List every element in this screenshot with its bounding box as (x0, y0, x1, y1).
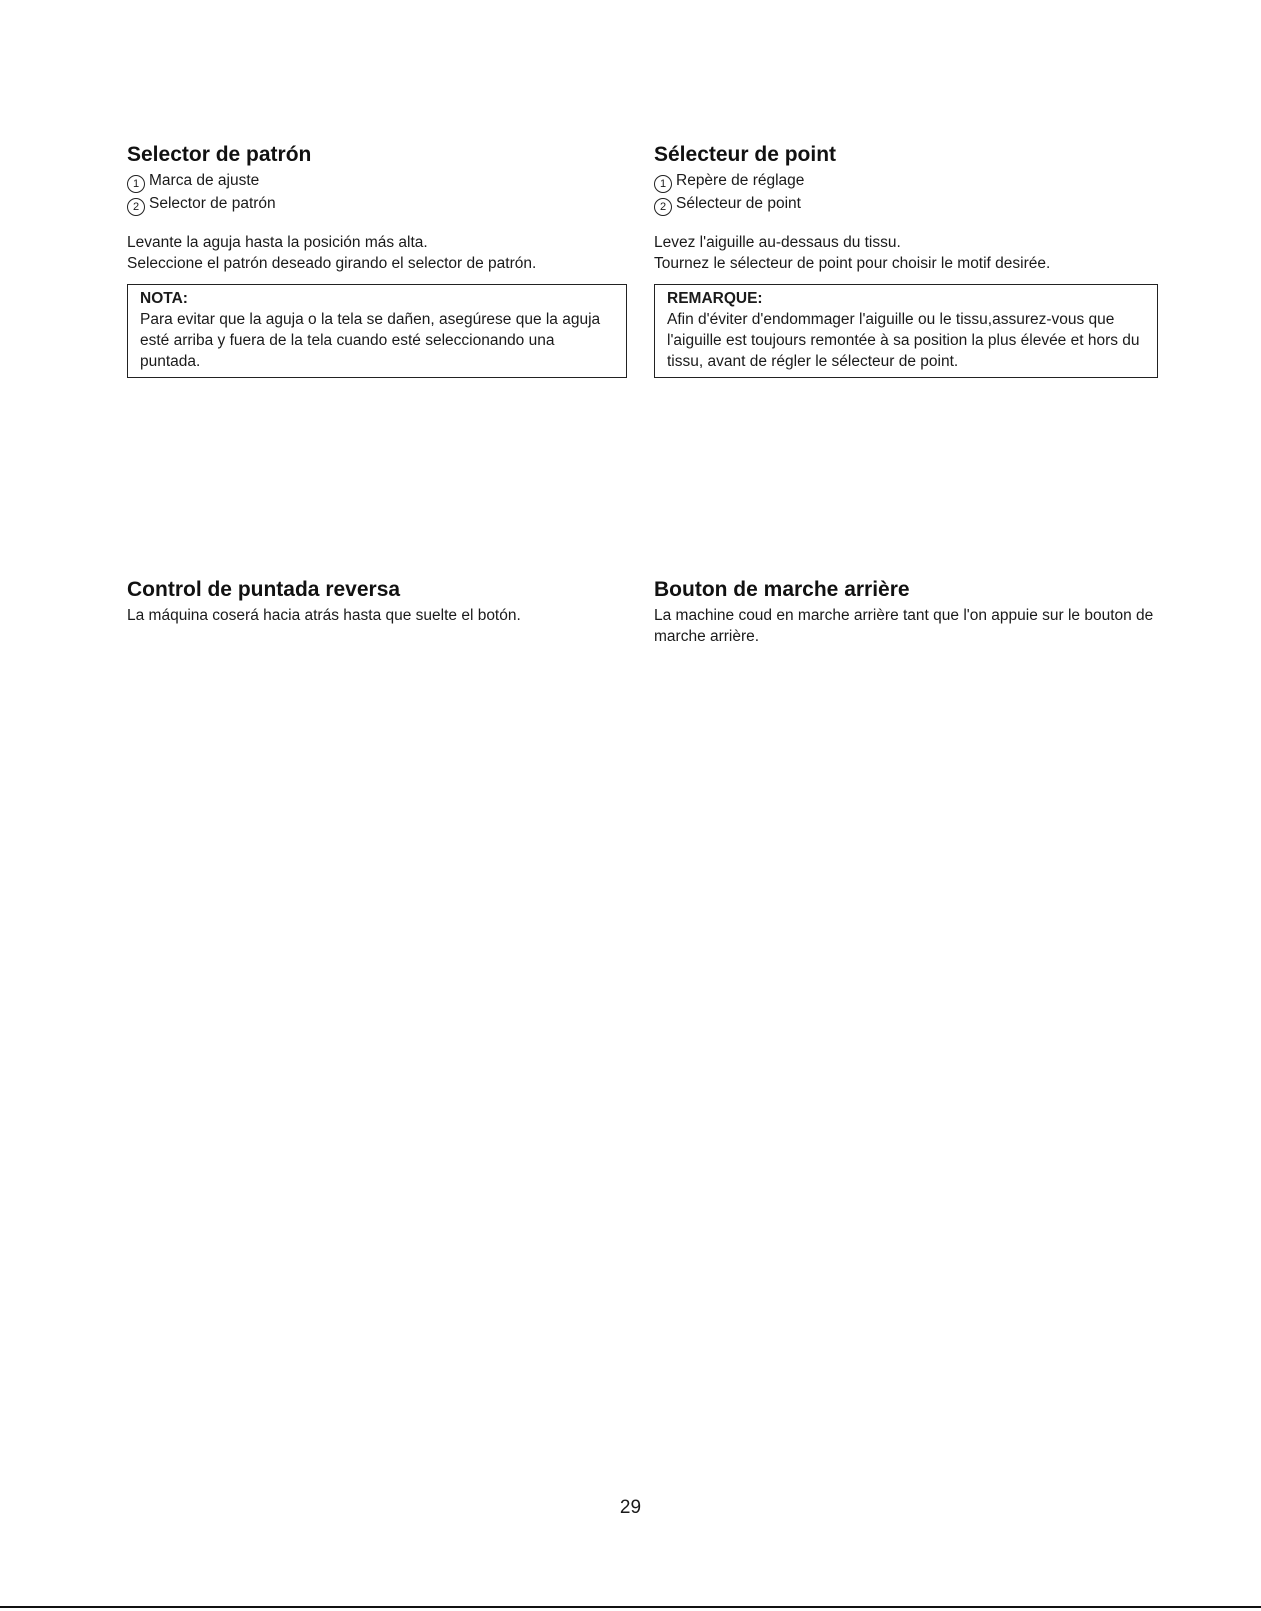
callout-number-2: 2 (127, 198, 145, 216)
fr-reverse-section (654, 577, 1158, 647)
es-instruction-1: Levante la aguja hasta la posición más alta. (127, 234, 428, 251)
fr-instruction-1: Levez l'aiguille au-dessaus du tissu. (654, 234, 901, 251)
fr-item-1-text: Repère de réglage (676, 172, 805, 189)
es-pattern-selector-section (127, 142, 627, 378)
bottom-divider (0, 1606, 1261, 1608)
fr-reverse-text: La machine coud en marche arrière tant que l'on appuie sur le bouton de marche arrière. (654, 607, 1154, 645)
fr-note-title: REMARQUE: (667, 290, 763, 307)
es-item-1-text: Marca de ajuste (149, 172, 260, 189)
fr-note-text: Afin d'éviter d'endommager l'aiguille ou le tissu,assurez-vous que l'aiguille est toujours remontée à sa position la plus élevée et hors du tissu, avant de régler le sélecteur de point. (667, 311, 1140, 370)
es-note-box (127, 284, 627, 378)
es-item-1 (127, 170, 627, 193)
es-reverse-text: La máquina coserá hacia atrás hasta que suelte el botón. (127, 607, 521, 624)
callout-number-2: 2 (654, 198, 672, 216)
es-reverse-heading: Control de puntada reversa (127, 578, 401, 601)
fr-item-1 (654, 170, 1158, 193)
es-instruction-2: Seleccione el patrón deseado girando el selector de patrón. (127, 255, 537, 272)
es-item-2 (127, 193, 627, 216)
es-reverse-section (127, 577, 627, 626)
es-note-title: NOTA: (140, 290, 188, 307)
callout-number-1: 1 (127, 175, 145, 193)
fr-item-2-text: Sélecteur de point (676, 195, 801, 212)
fr-pattern-selector-section (654, 142, 1158, 378)
fr-pattern-selector-heading: Sélecteur de point (654, 143, 837, 166)
callout-number-1: 1 (654, 175, 672, 193)
fr-reverse-heading: Bouton de marche arrière (654, 578, 910, 601)
page-number: 29 (619, 1497, 642, 1518)
fr-item-2 (654, 193, 1158, 216)
es-note-text: Para evitar que la aguja o la tela se dañen, asegúrese que la aguja esté arriba y fuera de la tela cuando esté seleccionando una puntada. (140, 311, 601, 370)
es-item-2-text: Selector de patrón (149, 195, 276, 212)
es-pattern-selector-heading: Selector de patrón (127, 143, 312, 166)
fr-instruction-2: Tournez le sélecteur de point pour choisir le motif desirée. (654, 255, 1051, 272)
fr-note-box (654, 284, 1158, 378)
